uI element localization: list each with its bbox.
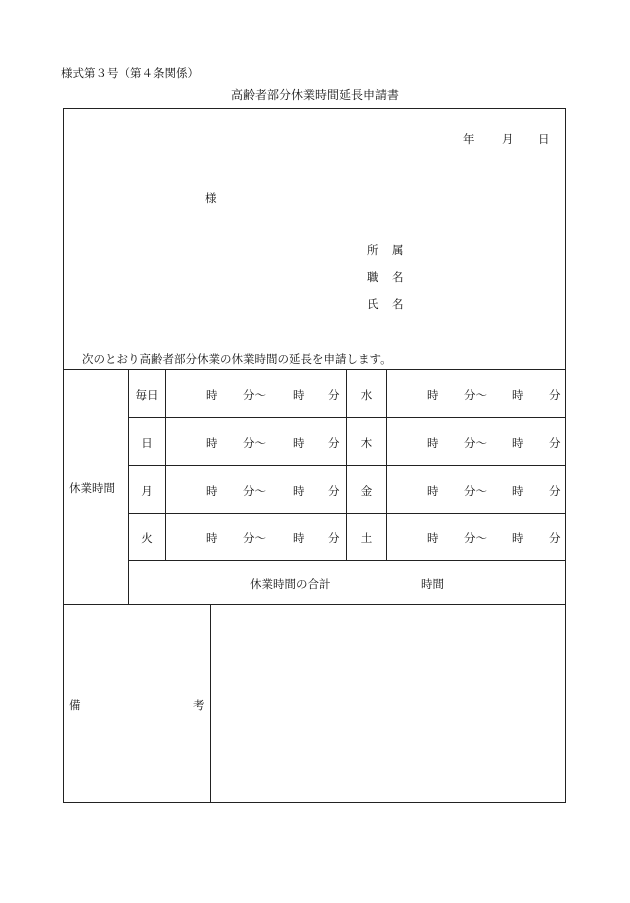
date-month-label: 月 [502, 132, 514, 146]
to-minute-unit: 分 [549, 436, 561, 450]
name-label-2: 名 [392, 297, 404, 311]
to-hour-unit: 時 [293, 484, 305, 498]
remarks-label-2: 考 [193, 698, 205, 712]
from-minute-unit: 分～ [243, 484, 266, 498]
from-minute-unit: 分～ [464, 388, 487, 402]
affiliation-label-1: 所 [367, 243, 379, 257]
from-hour-unit: 時 [427, 436, 439, 450]
date-year-label: 年 [463, 132, 475, 146]
from-minute-unit: 分～ [243, 388, 266, 402]
to-minute-unit: 分 [328, 388, 340, 402]
from-hour-unit: 時 [206, 484, 218, 498]
remarks-field[interactable] [211, 605, 564, 802]
from-hour-unit: 時 [206, 388, 218, 402]
application-statement: 次のとおり高齢者部分休業の休業時間の延長を申請します。 [82, 352, 392, 366]
addressee-suffix: 様 [205, 191, 217, 205]
to-minute-unit: 分 [328, 436, 340, 450]
day-label: 木 [360, 436, 373, 450]
date-day-label: 日 [538, 132, 550, 146]
name-label-1: 氏 [367, 297, 379, 311]
to-hour-unit: 時 [293, 436, 305, 450]
to-minute-unit: 分 [549, 388, 561, 402]
form-number-label: 様式第３号（第４条関係） [61, 66, 199, 80]
day-column-divider [165, 369, 166, 560]
from-hour-unit: 時 [427, 388, 439, 402]
from-hour-unit: 時 [427, 531, 439, 545]
to-hour-unit: 時 [293, 531, 305, 545]
remarks-label-1: 備 [69, 698, 81, 712]
to-hour-unit: 時 [512, 484, 524, 498]
from-hour-unit: 時 [427, 484, 439, 498]
row-divider [129, 465, 566, 466]
day-label: 土 [360, 531, 373, 545]
to-hour-unit: 時 [512, 531, 524, 545]
from-minute-unit: 分～ [464, 531, 487, 545]
day-label: 日 [141, 436, 153, 450]
to-hour-unit: 時 [512, 436, 524, 450]
from-minute-unit: 分～ [243, 436, 266, 450]
day-label: 水 [360, 388, 373, 402]
day-column-divider [386, 369, 387, 560]
day-label: 毎日 [135, 388, 159, 402]
affiliation-label-2: 属 [392, 243, 404, 257]
day-label: 月 [141, 484, 153, 498]
to-minute-unit: 分 [549, 531, 561, 545]
position-label-2: 名 [392, 270, 404, 284]
to-minute-unit: 分 [328, 484, 340, 498]
to-minute-unit: 分 [549, 484, 561, 498]
row-divider [129, 417, 566, 418]
from-hour-unit: 時 [206, 531, 218, 545]
row-divider [129, 560, 566, 561]
row-divider [129, 513, 566, 514]
to-hour-unit: 時 [512, 388, 524, 402]
to-hour-unit: 時 [293, 388, 305, 402]
day-label: 火 [141, 531, 153, 545]
from-minute-unit: 分～ [464, 484, 487, 498]
position-label-1: 職 [367, 270, 379, 284]
day-label: 金 [360, 484, 373, 498]
schedule-top-border [63, 369, 566, 370]
document-title: 高齢者部分休業時間延長申請書 [230, 88, 399, 102]
from-minute-unit: 分～ [243, 531, 266, 545]
schedule-section-label: 休業時間 [69, 481, 115, 495]
from-hour-unit: 時 [206, 436, 218, 450]
from-minute-unit: 分～ [464, 436, 487, 450]
total-hours-unit: 時間 [421, 577, 444, 591]
total-hours-label: 休業時間の合計 [250, 577, 331, 591]
to-minute-unit: 分 [328, 531, 340, 545]
